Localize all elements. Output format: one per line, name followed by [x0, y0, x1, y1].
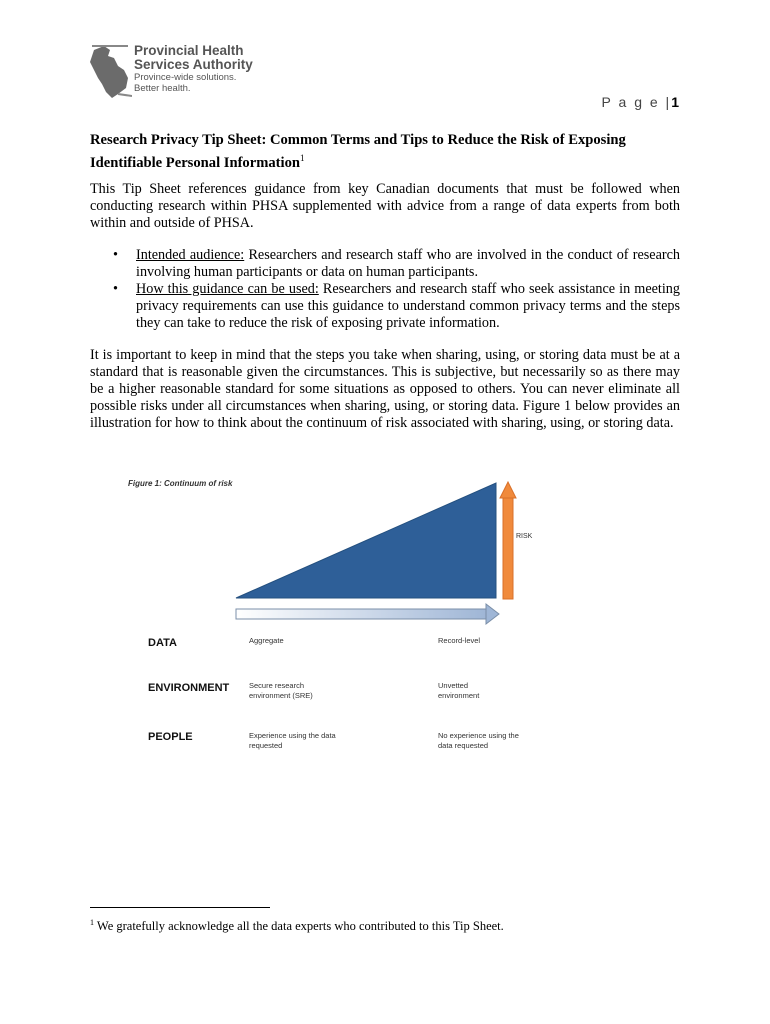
risk-arrow-icon: [500, 482, 516, 599]
bullet-item-usage: [90, 281, 680, 332]
row-environment-low: Secure research environment (SRE): [249, 681, 313, 700]
footnote: [90, 915, 690, 934]
phsa-logo: [88, 44, 258, 104]
row-heading-data: DATA: [148, 637, 177, 649]
bullet-text: Researchers and research staff who seek assistance in meeting privacy requirements can use this guidance to understand common privacy terms and the steps they can take to reduce the risk of exposing private information.: [136, 281, 680, 331]
row-heading-environment: ENVIRONMENT: [148, 682, 230, 694]
row-people-low: Experience using the data requested: [249, 731, 336, 750]
row-environment-high: Unvetted environment: [438, 681, 480, 700]
footnote-divider: [90, 907, 270, 908]
page-number-value: 1: [671, 94, 679, 110]
bullet-item-audience: [90, 247, 680, 281]
risk-diagram: [118, 470, 588, 630]
logo-tagline-line2: Better health.: [134, 83, 191, 94]
title-text: Research Privacy Tip Sheet: Common Terms and Tips to Reduce the Risk of Exposing Identifiable Personal Information: [90, 132, 626, 171]
figure-title: Figure 1: Continuum of risk: [128, 479, 233, 488]
logo-name-line1: Provincial Health: [134, 43, 244, 58]
risk-label: RISK: [516, 533, 533, 540]
row-people-high: No experience using the data requested: [438, 731, 519, 750]
intro-paragraph: This Tip Sheet references guidance from key Canadian documents that must be followed when conducting research within PHSA supplemented with advice from a range of data experts from both within and outside of PHSA.: [90, 181, 680, 231]
page-label: P a g e: [601, 94, 660, 110]
page-number: P a g e |1: [601, 94, 679, 110]
bullet-label: Intended audience:: [136, 247, 245, 263]
bullet-list: [90, 247, 680, 332]
body-paragraph: It is important to keep in mind that the steps you take when sharing, using, or storing data must be at a standard that is reasonable given the circumstances. This is subjective, but necessarily so as there may be a higher reasonable standard for some situations as opposed to others. You can never eliminate all possible risks under all circumstances when sharing, using, or storing data. Figure 1 below provides an illustration for how to think about the continuum of risk associated with sharing, using, or storing data.: [90, 347, 680, 431]
row-data-high: Record-level: [438, 636, 481, 645]
bc-map-icon: [88, 44, 132, 102]
risk-triangle: [236, 483, 496, 598]
row-data-low: Aggregate: [249, 636, 284, 645]
bullet-label: How this guidance can be used:: [136, 281, 319, 297]
row-heading-people: PEOPLE: [148, 731, 193, 743]
figure-continuum-of-risk: [118, 470, 588, 770]
footnote-marker: 1: [90, 918, 94, 927]
logo-tagline-line1: Province-wide solutions.: [134, 72, 237, 83]
footnote-text: We gratefully acknowledge all the data experts who contributed to this Tip Sheet.: [94, 919, 504, 934]
title-footnote-marker: 1: [300, 153, 305, 163]
continuum-arrow-icon: [236, 604, 499, 624]
logo-name-line2: Services Authority: [134, 57, 253, 72]
bullet-text: Researchers and research staff who are involved in the conduct of research involving human participants or data on human participants.: [136, 247, 680, 280]
document-title: [90, 131, 680, 172]
